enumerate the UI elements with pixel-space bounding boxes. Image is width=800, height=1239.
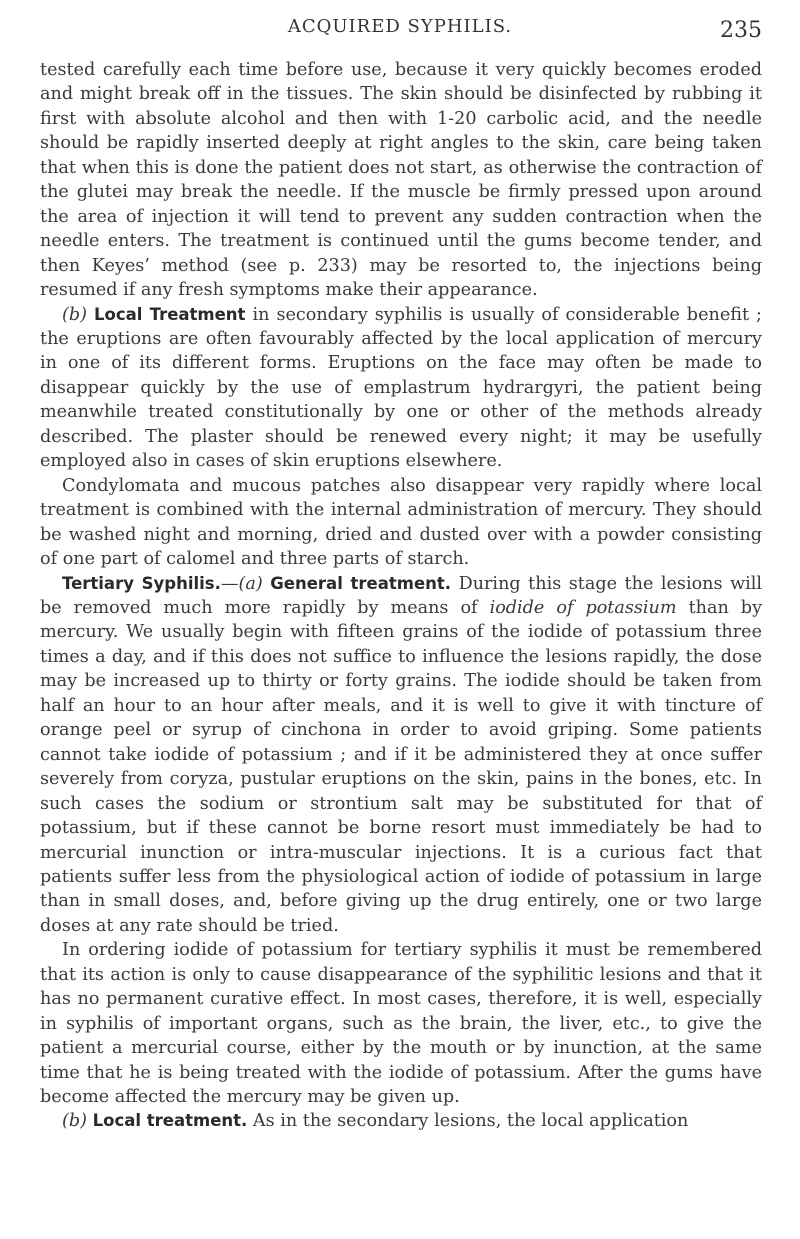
paragraph-text: in secondary syphilis is usually of considerable benefit ; the eruptions are often favourably affected by the local application of mercury in one of its different forms. Eruptions on the face may often be made to disappear quickly by the use of emplastrum hydrargyri, the patient being meanwhile treated constitutionally by one or other of the methods already described. The plaster should be renewed every night; it may be usefully employed also in cases of skin eruptions elsewhere. <box>40 304 762 472</box>
em-dash: — <box>220 573 239 594</box>
paragraph-text: than by mercury. We usually begin with fifteen grains of the iodide of potassium three times a day, and if this does not suffice to influence the lesions rapidly, the dose may be increased up to thirty or forty grains. The iodide should be taken from half an hour to an hour after meals, and it is well to give it with tincture of orange peel or syrup of cinchona in order to avoid griping. Some patients cannot take iodide of potassium ; and if it be administered they at once suffer severely from coryza, pustular eruptions on the skin, pains in the bones, etc. In such cases the sodium or strontium salt may be substituted for that of potassium, but if these cannot be borne resort must immediately be had to mercurial inunction or intra-muscular injections. It is a curious fact that patients suffer less from the physiological action of iodide of potassium in large than in small doses, and, before giving up the drug entirely, one or two large doses at any rate should be tried. <box>40 597 763 936</box>
item-label: (b) <box>62 304 87 325</box>
item-label: (a) <box>238 573 263 594</box>
running-title: ACQUIRED SYPHILIS. <box>287 16 513 37</box>
section-heading-local-treatment: Local treatment. <box>92 1111 248 1131</box>
section-heading-general-treatment: General treatment. <box>270 573 452 593</box>
paragraph-text: During this stage the lesions will be removed much more rapidly by means of <box>40 573 763 618</box>
item-label: (b) <box>62 1111 87 1132</box>
paragraph-tertiary-syphilis <box>40 572 762 939</box>
paragraph-local-treatment-secondary <box>40 303 762 474</box>
paragraph-local-treatment-tertiary <box>40 1109 762 1133</box>
italic-term: iodide of potassium <box>489 597 677 618</box>
section-heading-local-treatment: Local Treatment <box>94 304 246 324</box>
paragraph-injection-technique: tested carefully each time before use, because it very quickly becomes eroded and might break off in the tissues. The skin should be disinfected by rubbing it first with absolute alcohol and then with 1-20 carbolic acid, and the needle should be rapidly inserted deeply at right angles to the skin, care being taken that when this is done the patient does not start, as otherwise the contraction of the glutei may break the needle. If the muscle be firmly pressed upon around the area of injection it will tend to prevent any sudden contraction when the needle enters. The treatment is continued until the gums become tender, and then Keyes’ method (see p. 233) may be resorted to, the injections being resumed if any fresh symptoms make their appearance. <box>40 60 762 301</box>
paragraph-text: As in the secondary lesions, the local application <box>247 1111 689 1132</box>
page-number: 235 <box>720 18 762 43</box>
paragraph-condylomata: Condylomata and mucous patches also disappear very rapidly where local treatment is combined with the internal administration of mercury. They should be washed night and morning, dried and dusted over with a powder consisting of one part of calomel and three parts of starch. <box>40 475 762 570</box>
section-heading-tertiary-syphilis: Tertiary Syphilis. <box>62 573 221 593</box>
paragraph-iodide-ordering: In ordering iodide of potassium for tertiary syphilis it must be remembered that its action is only to cause disappearance of the syphilitic lesions and that it has no permanent curative effect. In most cases, therefore, it is well, especially in syphilis of important organs, such as the brain, the liver, etc., to give the patient a mercurial course, either by the mouth or by inunction, at the same time that he is being treated with the iodide of potassium. After the gums have become affected the mercury may be given up. <box>40 940 762 1108</box>
running-header <box>0 12 800 46</box>
body-text <box>40 58 762 1134</box>
